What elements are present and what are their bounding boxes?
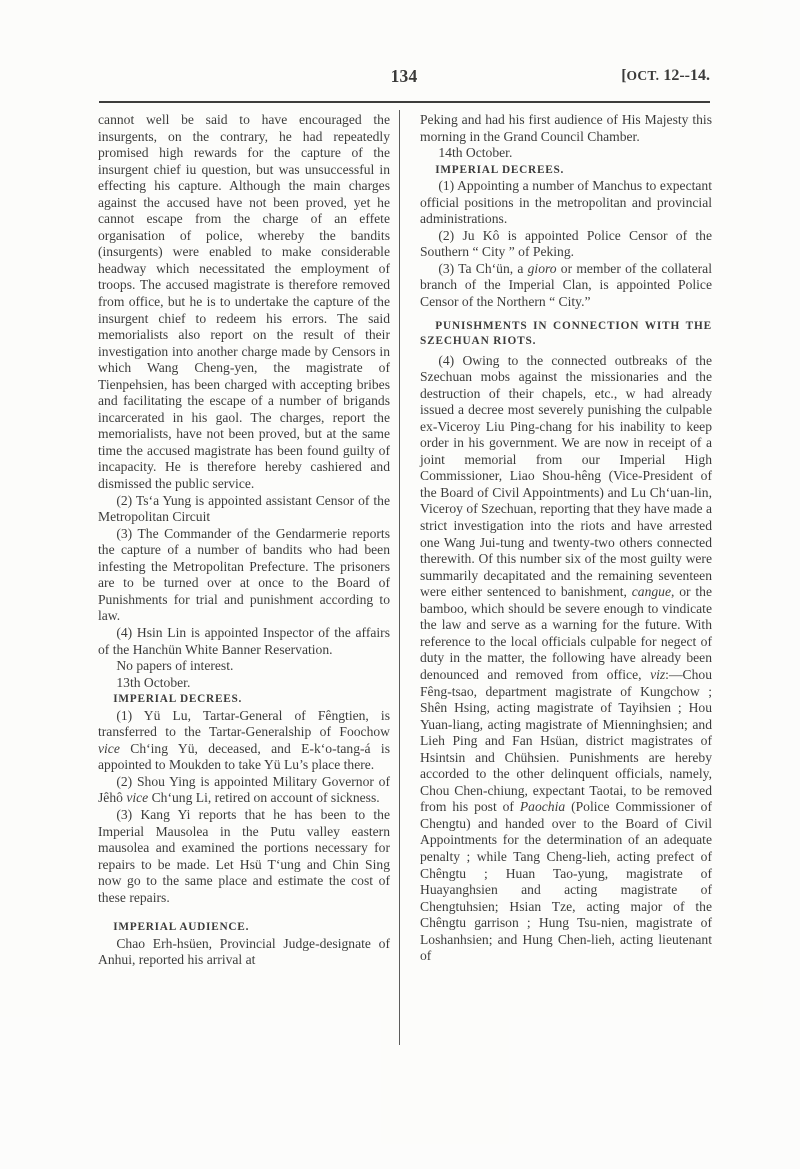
date-range: 12--14. xyxy=(659,67,710,84)
page-number: 134 xyxy=(390,66,418,86)
body-columns xyxy=(98,112,712,1052)
paragraph-punishments-detail xyxy=(420,353,712,965)
decree-text-lead: (1) Yü Lu, Tartar-General of Fêngtien, is transferred to the Tartar-Generalship of Foochow xyxy=(98,707,390,740)
decree-text-lead: (3) Ta Ch‘ün, a xyxy=(438,260,528,276)
paragraph-right-decree-2: (2) Ju Kô is appointed Police Censor of the Southern “ City ” of Peking. xyxy=(420,227,712,260)
punishments-text-mid: , or the bamboo, which should be severe enough to vindicate the law and serve as a warning for the future. With reference to the local officials culpable for negect of duty in the matter, the following have already been denounced and removed from office, xyxy=(420,584,712,682)
running-head-date xyxy=(621,67,710,85)
paragraph-left-decree-3 xyxy=(98,807,390,906)
decree-text-tail: Ch‘ing Yü, deceased, and E-k‘o-tang-á is appointed to Moukden to take Yü Lu’s place there. xyxy=(98,740,390,773)
section-heading-imperial-audience: IMPERIAL AUDIENCE. xyxy=(113,921,250,934)
section-heading-imperial-decrees-right: IMPERIAL DECREES. xyxy=(435,163,565,176)
decree-text-tail: Ch‘ung Li, retired on account of sickness. xyxy=(148,790,380,806)
header-rule xyxy=(99,101,710,103)
date-heading-13th-october: 13th October. xyxy=(116,674,191,690)
paragraph-continuation: cannot well be said to have encouraged the insurgents, on the contrary, he had repeatedly promised high rewards for the capture of the insurgent chief iu question, but was unsuccessful in effecting his capture. Although the main charges against the accused have not been proved, yet he cannot escape from the charge of an effete organisation of police, whereby the bandits (insurgents) were enabled to make considerable headway which necessitated the employment of troops. The accused magistrate is therefore removed from office, but he is to undertake the capture of the insurgent chief to redeem his errors. The said memorialists also report on the result of their investigation into another charge made by Censors in which Wang Cheng-yen, the magistrate of Tienpehsien, has been charged with accepting bribes and facilitating the escape of a number of brigands incarcerated in his gaol. The charges, report the memorialists, have not been proved, but at the same time the accused magistrate has been found guilty of incapacity. He is therefore hereby cashiered and dismissed the public service. xyxy=(98,112,390,492)
punishments-text-tail: :—Chou Fêng-tsao, department magistrate of Kungchow ; Shên Hsing, acting magistrate of Tayihsien ; Hou Yuan-liang, acting magistrate of Mienninghsien; and Lieh Ping and Fan Hsüan, district magistrates of Hsintsin and Chühsien. Punishments are hereby accorded to the other delinquent officials, namely, Chou Chen-chiung, expectant Taotai, to be removed from his post of xyxy=(420,666,712,815)
right-column xyxy=(420,112,712,965)
punishments-text-lead: (4) Owing to the connected outbreaks of the Szechuan mobs against the missionaries and the destruction of their chapels, etc., w had already issued a decree most severely punishing the culpable ex-Viceroy Liu Ping-chang for his inability to keep order in his government. We are now in receipt of a joint memorial from our Imperial High Commissioner, Liao Shou-hêng (Vice-President of the Board of Civil Appointments) and Lu Ch‘uan-lin, Viceroy of Szechuan, reporting that they have made a strict investigation into the riots and have arrested one Wang Jui-tung and twenty-two others connected therewith. Of this number six of the most guilty were summarily decapitated and the remaining seventeen were either sentenced to banishment, xyxy=(420,352,712,600)
paragraph-decree-4: (4) Hsin Lin is appointed Inspector of the affairs of the Hanchün White Banner Reservation. xyxy=(98,624,390,657)
paragraph-no-papers: No papers of interest. xyxy=(116,658,234,674)
italic-vice: vice xyxy=(126,790,149,806)
paragraph-left-decree-1 xyxy=(98,708,390,774)
paragraph-decree-2: (2) Ts‘a Yung is appointed assistant Censor of the Metropolitan Circuit xyxy=(98,492,390,525)
decree-text-lead: (3) Kang Yi reports that he has been to the Imperial Mausolea in the Putu valley eastern mausolea and examined the portions necessary for repairs to be made. Let Hsü T‘ung and Chin Sing now go to the same place and estimate the cost of these repairs. xyxy=(98,806,390,905)
italic-cangue: cangue xyxy=(631,584,671,600)
paragraph-right-decree-1: (1) Appointing a number of Manchus to expectant official positions in the metropolitan and provincial administrations. xyxy=(420,178,712,227)
paragraph-decree-3: (3) The Commander of the Gendarmerie reports the capture of a number of bandits who had been infesting the Metropolitan Prefecture. The prisoners are to be turned over at once to the Board of Punishments for trial and punishment according to law. xyxy=(98,525,390,624)
date-heading-14th-october: 14th October. xyxy=(438,145,513,161)
decree-text-tail: or member of the collateral branch of the Imperial Clan, is appointed Police Censor of the Northern “ City.” xyxy=(420,260,712,310)
paragraph-continuation-right: Peking and had his first audience of His Majesty this morning in the Grand Council Chamber. xyxy=(420,112,712,144)
section-heading-punishments-szechuan-riots: PUNISHMENTS IN CONNECTION WITH THE SZECHUAN RIOTS. xyxy=(420,319,712,347)
italic-viz: viz xyxy=(650,666,666,682)
section-heading-imperial-decrees: IMPERIAL DECREES. xyxy=(113,693,243,706)
month-abbrev: OCT. xyxy=(626,68,660,83)
bracket-glyph: [ xyxy=(621,67,627,84)
paragraph-imperial-audience: Chao Erh-hsüen, Provincial Judge-designate of Anhui, reported his arrival at xyxy=(98,935,390,968)
running-head xyxy=(98,66,710,92)
punishments-text-tail-2: (Police Commissioner of Chengtu) and handed over to the Board of Civil Appointments for the determination of an adequate penalty ; while Tang Cheng-lieh, acting prefect of Chêngtu ; Huan Tao-yung, magistrate of Huayanghsien and acting magistrate of Chengtuhsien; Hsian Tze, acting major of the Chêngtu garrison ; Hung Tsu-nien, magistrate of Loshanhsien; and Hung Chen-lieh, acting lieutenant of xyxy=(420,799,712,964)
italic-vice: vice xyxy=(98,740,120,756)
decree-text-lead: (2) Shou Ying is appointed Military Governor of Jêhô xyxy=(98,773,390,806)
italic-paochia: Paochia xyxy=(519,799,566,815)
paragraph-right-decree-3 xyxy=(420,261,712,311)
italic-gioro: gioro xyxy=(527,260,557,276)
left-column xyxy=(98,112,390,969)
paragraph-left-decree-2 xyxy=(98,774,390,807)
